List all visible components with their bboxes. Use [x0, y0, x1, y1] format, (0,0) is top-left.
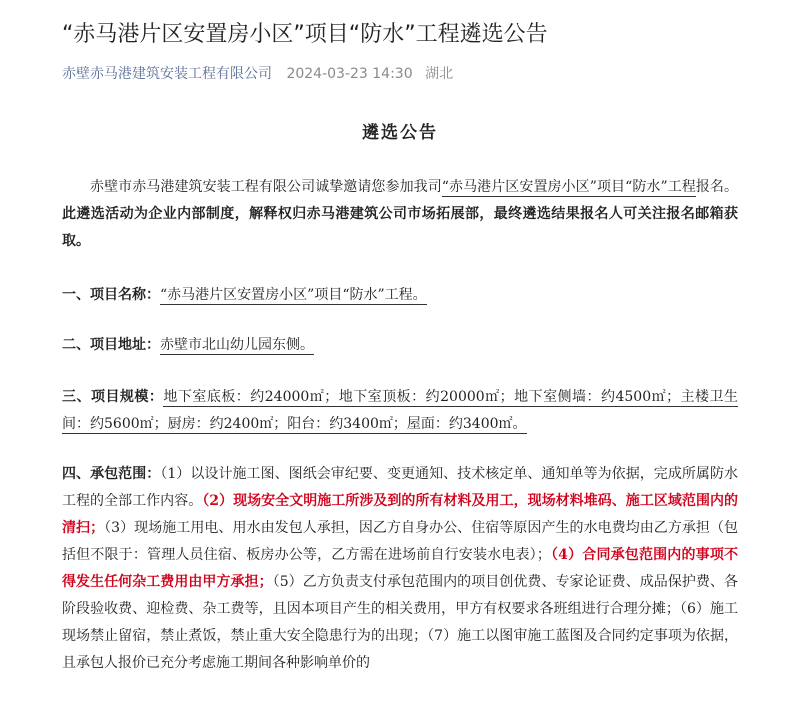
intro-text-1: 赤壁市赤马港建筑安装工程有限公司诚挚邀请您参加我司 [90, 179, 442, 195]
article-title: “赤马港片区安置房小区”项目“防水”工程遴选公告 [62, 22, 548, 47]
project-name-item [62, 282, 738, 309]
contract-scope-label: 四、承包范围： [62, 466, 161, 482]
project-address-value: 赤壁市北山幼儿园东侧。 [160, 337, 314, 353]
scope-segment-4: （4）合同承包范围内的事项不得发生任何杂工费用由甲方承担； [62, 547, 738, 590]
project-scale-label: 三、项目规模： [62, 389, 164, 405]
project-scale-item [62, 384, 738, 438]
scope-segment-5: （5）乙方负责支付承包范围内的项目创优费、专家论证费、成品保护费、各阶段验收费、迎检费、杂工费等，且因本项目产生的相关费用，甲方有权要求各班组进行合理分摊；（6）施工现场禁止留宿，禁止煮饭，禁止重大安全隐患行为的出现；（7）施工以图审施工蓝图及合同约定事项为依据，且承包人报价已充分考虑施工期间各种影响单价的 [62, 574, 739, 671]
publisher-link[interactable]: 赤壁赤马港建筑安装工程有限公司 [62, 66, 272, 82]
scope-segment-2: （2）现场安全文明施工所涉及到的所有材料及用工，现场材料堆码、施工区域范围内的清扫； [62, 493, 738, 536]
intro-paragraph [62, 174, 738, 255]
project-scale-value: 地下室底板：约24000㎡；地下室顶板：约20000㎡；地下室侧墙：约4500㎡；主楼卫生间：约5600㎡；厨房：约2400㎡；阳台：约3400㎡；屋面：约3400㎡。 [62, 389, 739, 432]
intro-text-2: 报名。 [695, 179, 739, 195]
intro-text-3: 此遴选活动为企业内部制度，解释权归赤马港建筑公司市场拓展部，最终遴选结果报名人可关注报名邮箱获取。 [62, 206, 738, 249]
project-name-label: 一、项目名称： [62, 287, 160, 303]
article-meta [62, 64, 461, 84]
publish-location: 湖北 [425, 66, 454, 82]
project-address-label: 二、项目地址： [62, 337, 160, 353]
contract-scope-item [62, 461, 738, 677]
publish-date: 2024-03-23 14:30 [286, 66, 413, 82]
project-name-value: “赤马港片区安置房小区”项目“防水”工程。 [160, 287, 427, 303]
scope-segment-3: （3）现场施工用电、用水由发包人承担，因乙方自身办公、住宿等原因产生的水电费均由乙方承担（包括但不限于：管理人员住宿、板房办公等，乙方需在进场前自行安装水电表）； [62, 520, 739, 563]
scope-segment-1: （1）以设计施工图、图纸会审纪要、变更通知、技术核定单、通知单等为依据，完成所属防水工程的全部工作内容。 [62, 466, 739, 509]
notice-heading: 遴选公告 [362, 123, 438, 143]
intro-project-name: “赤马港片区安置房小区”项目“防水”工程 [441, 179, 696, 195]
project-address-item [62, 332, 738, 359]
